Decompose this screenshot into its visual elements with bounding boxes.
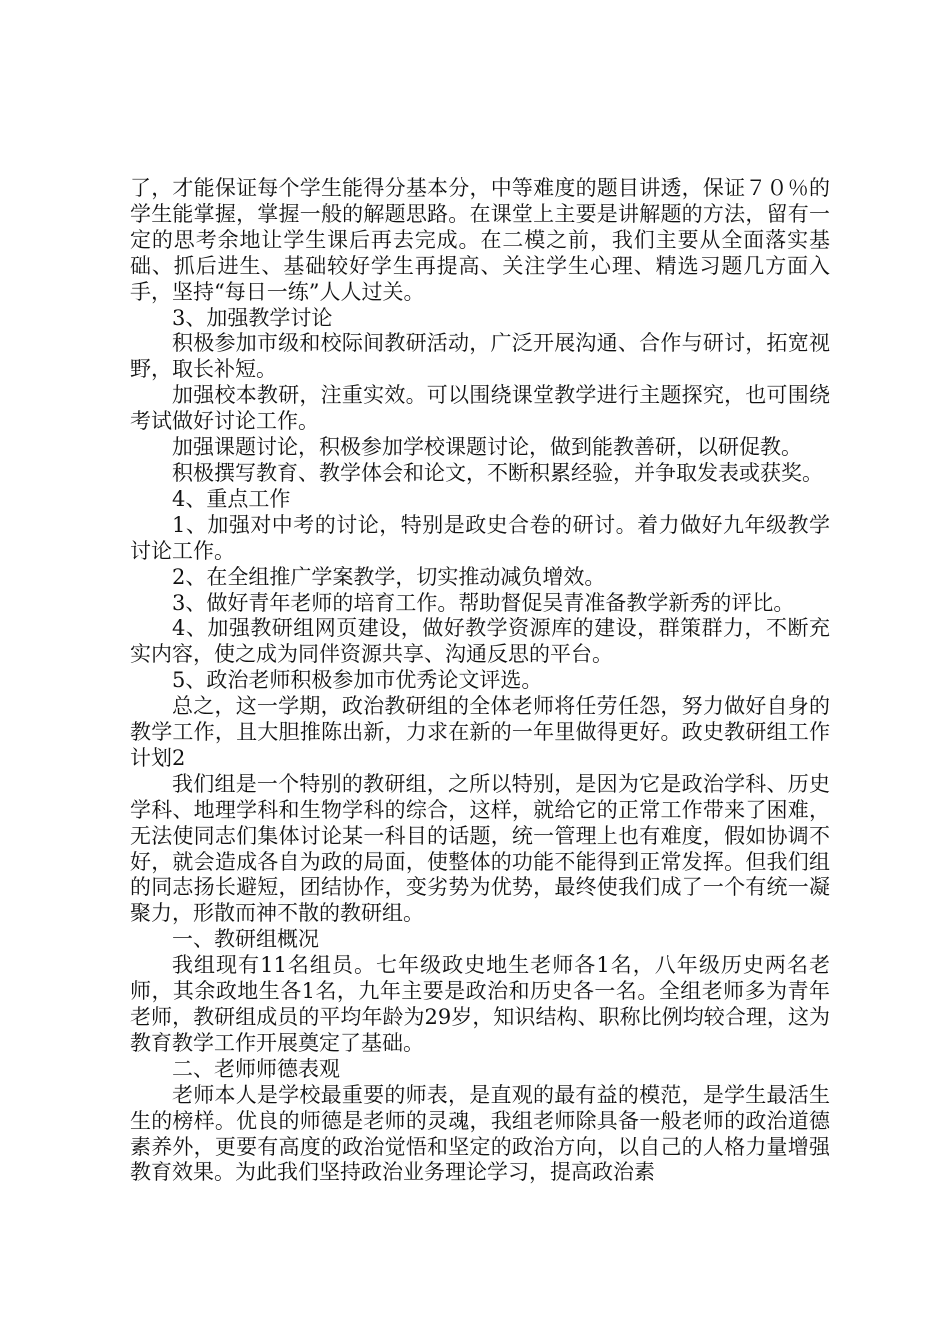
paragraph: 积极参加市级和校际间教研活动，广泛开展沟通、合作与研讨，拓宽视野，取长补短。 [130,331,830,382]
paragraph: 老师本人是学校最重要的师表，是直观的最有益的模范，是学生最活生生的榜样。优良的师德是老师的灵魂，我组老师除具备一般老师的政治道德素养外，更要有高度的政治觉悟和坚定的政治方向，以自己的人格力量增强教育效果。为此我们坚持政治业务理论学习，提高政治素 [130,1082,830,1185]
paragraph: 积极撰写教育、教学体会和论文，不断积累经验，并争取发表或获奖。 [172,460,823,485]
paragraph-conclusion: 总之，这一学期，政治教研组的全体老师将任劳任怨，努力做好自身的教学工作，且大胆推陈出新，力求在新的一年里做得更好。政史教研组工作计划2 [130,694,830,770]
list-item: 1、加强对中考的讨论，特别是政史合卷的研讨。着力做好九年级教学讨论工作。 [130,512,830,563]
paragraph: 我组现有11名组员。七年级政史地生老师各1名，八年级历史两名老师，其余政地生各1名，九年主要是政治和历史各一名。全组老师多为青年老师，教研组成员的平均年龄为29岁，知识结构、职称比例均较合理，这为教育教学工作开展奠定了基础。 [130,953,830,1055]
paragraph: 我们组是一个特别的教研组，之所以特别，是因为它是政治学科、历史学科、地理学科和生物学科的综合，这样，就给它的正常工作带来了困难，无法使同志们集体讨论某一科目的话题，统一管理上也有难度，假如协调不好，就会造成各自为政的局面，使整体的功能不能得到正常发挥。但我们组的同志扬长避短，团结协作，变劣势为优势，最终使我们成了一个有统一凝聚力，形散而神不散的教研组。 [130,771,830,926]
section-heading-key-work: 4、重点工作 [172,486,291,511]
paragraph: 加强校本教研，注重实效。可以围绕课堂教学进行主题探究，也可围绕考试做好讨论工作。 [130,383,830,434]
document-body [130,176,830,1186]
section-heading-strengthen-discussion: 3、加强教学讨论 [172,305,333,330]
paragraph-continuation: 了，才能保证每个学生能得分基本分，中等难度的题目讲透，保证７０％的学生能掌握，掌握一般的解题思路。在课堂上主要是讲解题的方法，留有一定的思考余地让学生课后再去完成。在二模之前，我们主要从全面落实基础、抓后进生、基础较好学生再提高、关注学生心理、精选习题几方面入手，坚持“每日一练”人人过关。 [130,176,830,304]
list-item: 5、政治老师积极参加市优秀论文评选。 [172,668,543,693]
list-item: 2、在全组推广学案教学，切实推动减负增效。 [172,564,606,589]
section-heading-overview: 一、教研组概况 [172,927,319,952]
list-item: 4、加强教研组网页建设，做好教学资源库的建设，群策群力，不断充实内容，使之成为同伴资源共享、沟通反思的平台。 [130,616,830,667]
section-heading-teacher-ethics: 二、老师师德表观 [172,1056,340,1081]
list-item: 3、做好青年老师的培育工作。帮助督促吴青准备教学新秀的评比。 [172,590,795,615]
paragraph: 加强课题讨论，积极参加学校课题讨论，做到能教善研，以研促教。 [172,435,802,460]
